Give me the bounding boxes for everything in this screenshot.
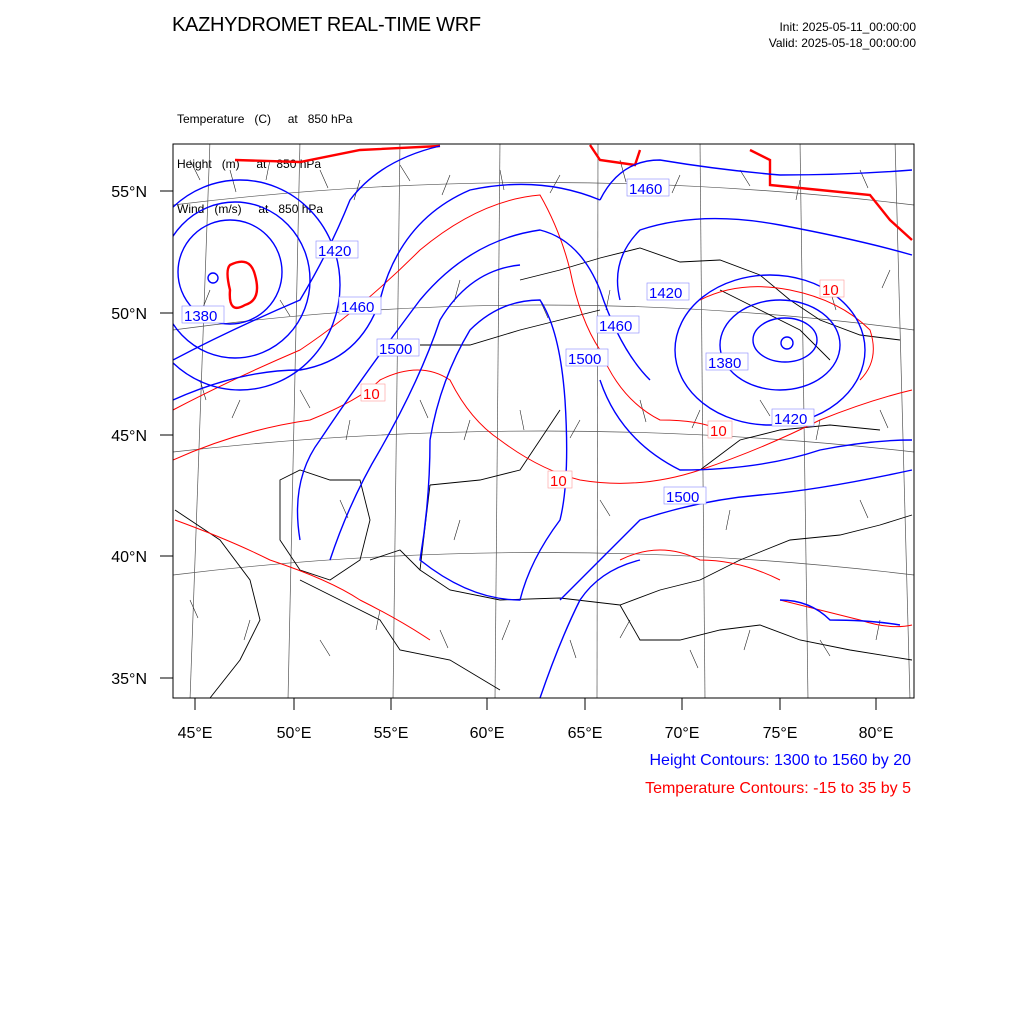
lat-label: 45°N [111,428,147,445]
country-borders [175,248,912,698]
height-contour-label: 1380 [708,355,742,372]
height-contour-label: 1460 [341,299,375,316]
temperature-contour-label: 10 [363,386,380,403]
height-contour-label: 1380 [184,308,218,325]
init-time: Init: 2025-05-11_00:00:00 [779,20,916,34]
lon-label: 70°E [664,725,700,742]
lon-label: 60°E [469,725,505,742]
lon-label: 55°E [373,725,409,742]
field-temperature: Temperature (C) at 850 hPa [177,112,353,126]
height-contour-label: 1500 [379,341,413,358]
lat-label: 50°N [111,306,147,323]
height-legend: Height Contours: 1300 to 1560 by 20 [649,752,911,769]
field-height: Height (m) at 850 hPa [177,157,322,171]
axis-ticks [160,191,876,710]
lon-label: 65°E [567,725,603,742]
lon-label: 75°E [762,725,798,742]
lon-label: 80°E [858,725,894,742]
valid-time: Valid: 2025-05-18_00:00:00 [768,36,916,50]
height-contour-label: 1460 [599,318,633,335]
height-contour-label: 1420 [649,285,683,302]
temperature-contours-bold [228,145,913,308]
temperature-contour-label: 10 [710,423,727,440]
lon-label: 50°E [276,725,312,742]
lat-label: 40°N [111,549,147,566]
lon-label: 45°E [177,725,213,742]
lat-label: 55°N [111,184,147,201]
height-contour-label: 1500 [568,351,602,368]
temperature-contour-label: 10 [550,473,567,490]
height-contour-label: 1420 [318,243,352,260]
height-contour-label: 1460 [629,181,663,198]
height-contour-label: 1500 [666,489,700,506]
field-wind: Wind (m/s) at 850 hPa [177,202,324,216]
map-title: KAZHYDROMET REAL-TIME WRF [172,14,481,36]
height-contour-label: 1420 [774,411,808,428]
temperature-contour-label: 10 [822,282,839,299]
lat-label: 35°N [111,671,147,688]
temperature-legend: Temperature Contours: -15 to 35 by 5 [645,780,911,797]
